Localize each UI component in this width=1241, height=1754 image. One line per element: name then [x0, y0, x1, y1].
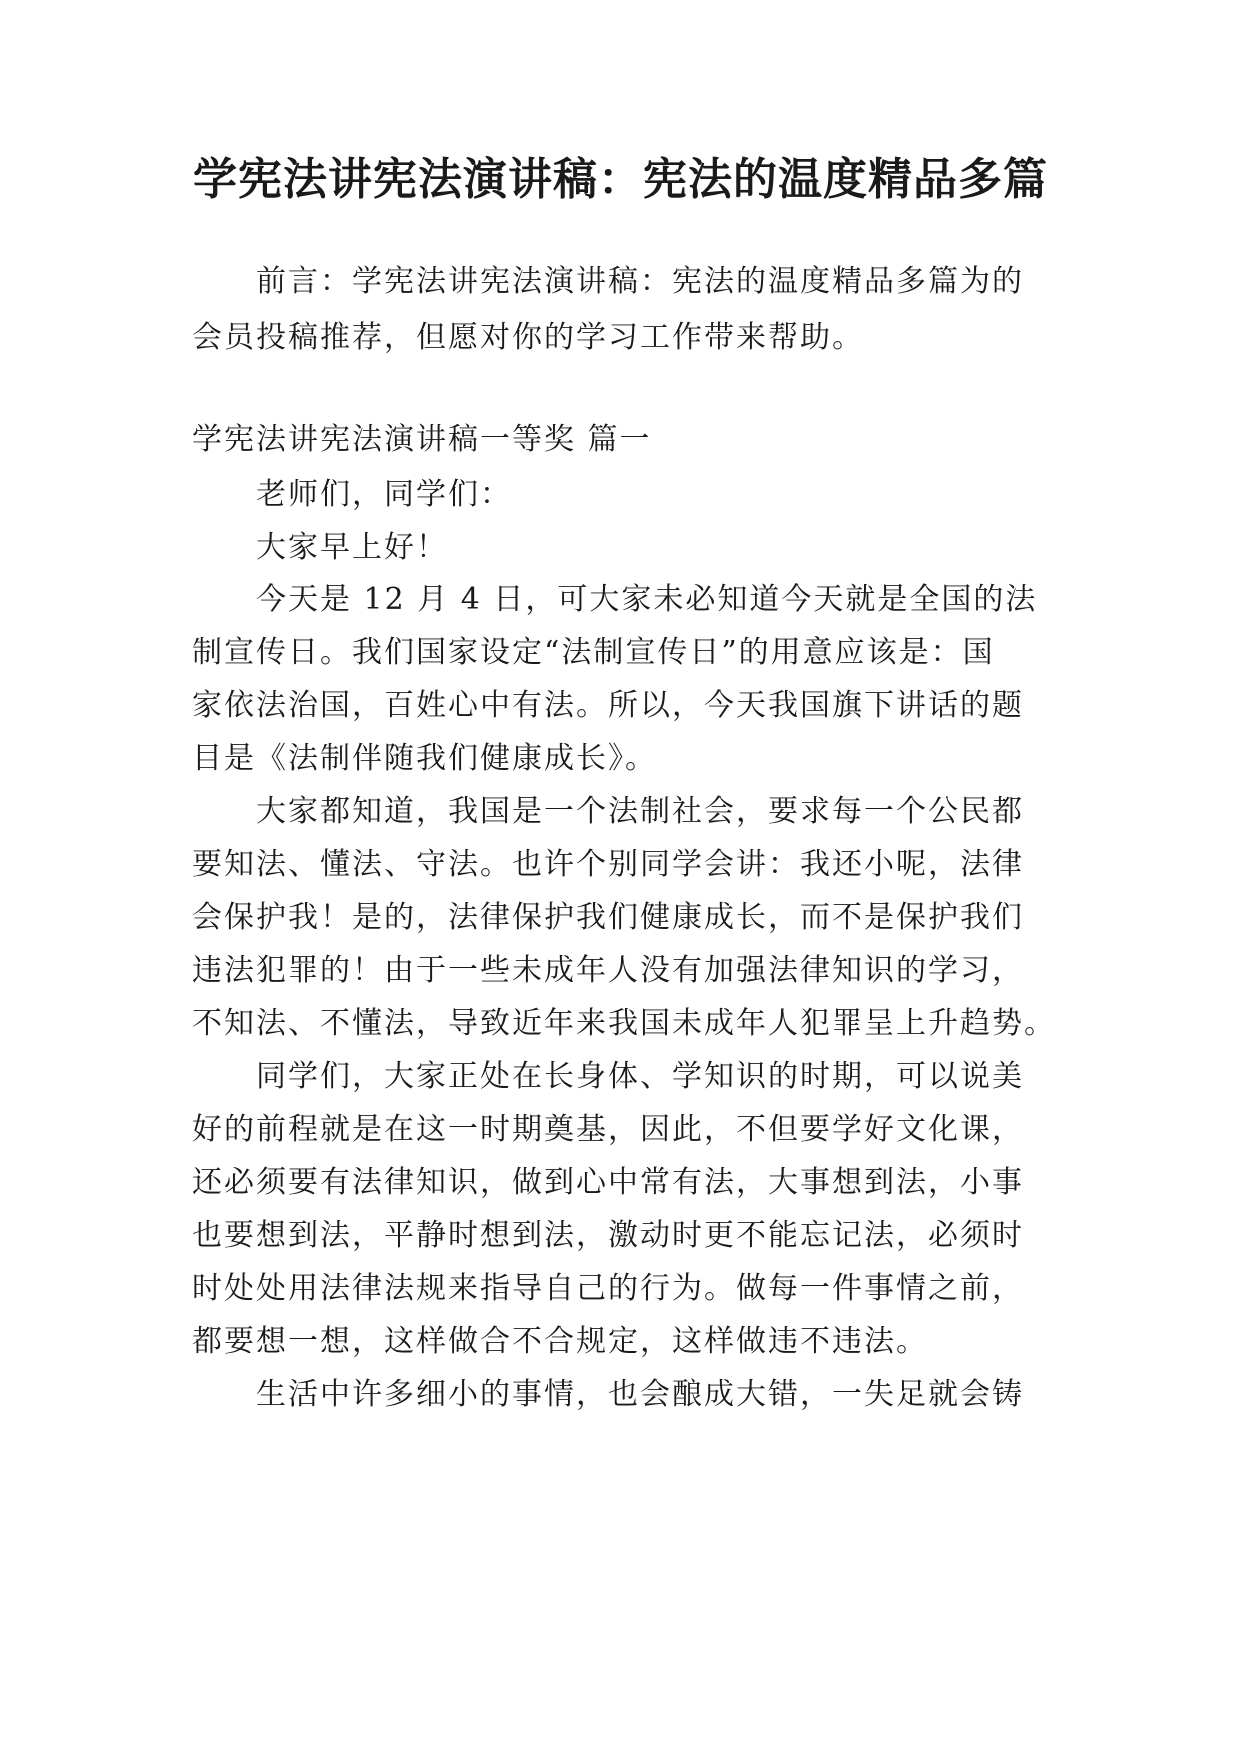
paragraph4-line: 生活中许多细小的事情，也会酿成大错，一失足就会铸: [256, 1377, 1024, 1412]
paragraph2-line: 会保护我！是的，法律保护我们健康成长，而不是保护我们: [192, 900, 1024, 935]
paragraph3-line: 都要想一想，这样做合不合规定，这样做违不违法。: [192, 1324, 928, 1359]
paragraph3-line: 也要想到法，平静时想到法，激动时更不能忘记法，必须时: [192, 1218, 1024, 1253]
paragraph3-line: 好的前程就是在这一时期奠基，因此，不但要学好文化课，: [192, 1112, 1024, 1147]
preface-line-1: 前言：学宪法讲宪法演讲稿：宪法的温度精品多篇为的: [256, 264, 1024, 299]
paragraph1-line: 家依法治国，百姓心中有法。所以，今天我国旗下讲话的题: [192, 688, 1024, 723]
paragraph2-line: 违法犯罪的！由于一些未成年人没有加强法律知识的学习，: [192, 953, 1024, 988]
paragraph1-line: 今天是 12 月 4 日，可大家未必知道今天就是全国的法: [256, 582, 1038, 617]
paragraph3-line: 时处处用法律法规来指导自己的行为。做每一件事情之前，: [192, 1271, 1024, 1306]
paragraph1-line: 目是《法制伴随我们健康成长》。: [192, 741, 657, 776]
paragraph3-line: 还必须要有法律知识，做到心中常有法，大事想到法，小事: [192, 1165, 1024, 1200]
paragraph2-line: 大家都知道，我国是一个法制社会，要求每一个公民都: [256, 794, 1024, 829]
section-heading: 学宪法讲宪法演讲稿一等奖 篇一: [192, 422, 652, 457]
morning-greeting: 大家早上好！: [256, 530, 448, 565]
greeting: 老师们，同学们：: [256, 477, 512, 512]
document-title: 学宪法讲宪法演讲稿：宪法的温度精品多篇: [193, 154, 1048, 205]
paragraph3-line: 同学们，大家正处在长身体、学知识的时期，可以说美: [256, 1059, 1024, 1094]
paragraph2-line: 要知法、懂法、守法。也许个别同学会讲：我还小呢，法律: [192, 847, 1024, 882]
paragraph1-line: 制宣传日。我们国家设定“法制宣传日”的用意应该是：国: [192, 635, 995, 670]
paragraph2-line: 不知法、不懂法，导致近年来我国未成年人犯罪呈上升趋势。: [192, 1006, 1056, 1041]
preface-line-2: 会员投稿推荐，但愿对你的学习工作带来帮助。: [192, 320, 864, 355]
